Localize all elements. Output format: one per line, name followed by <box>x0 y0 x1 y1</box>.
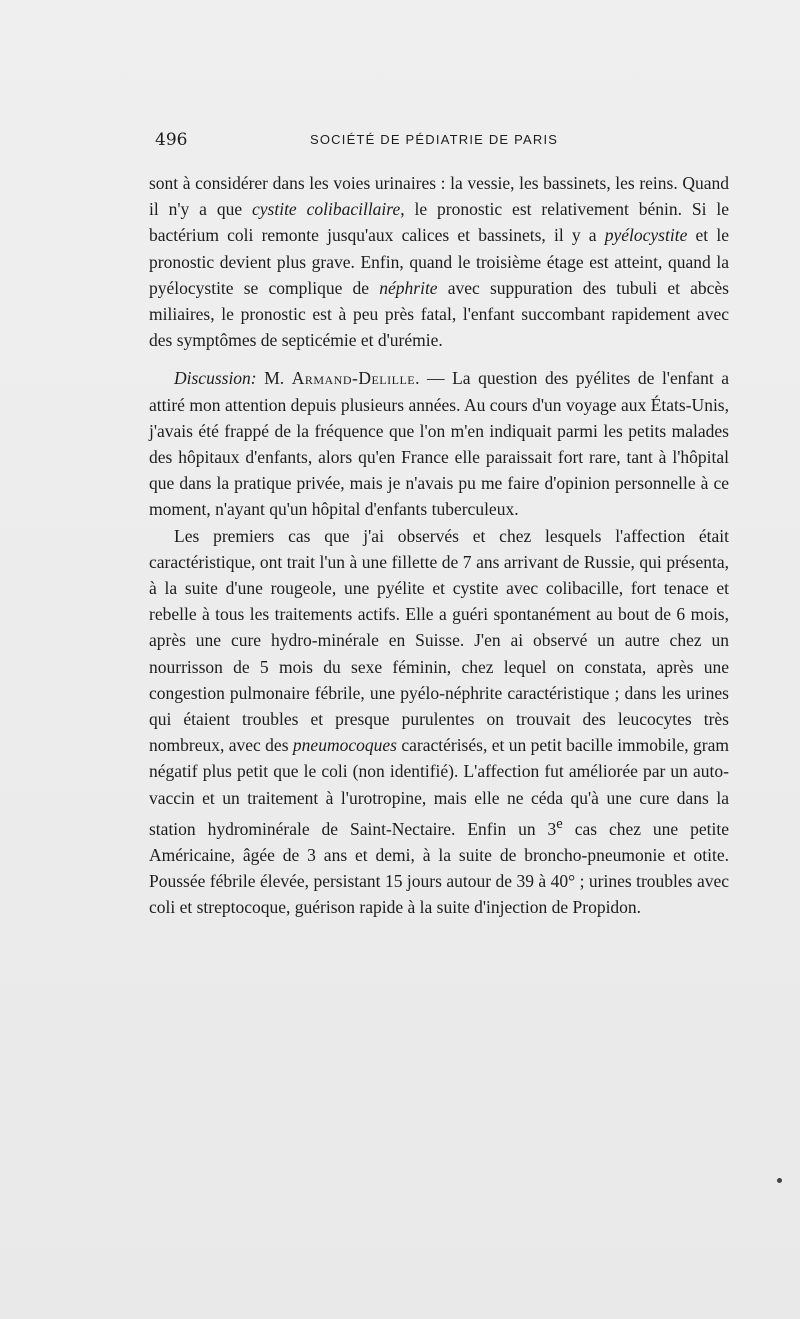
text-run: avec suppuration des tubuli et abcès miliaires, le pronostic est à peu près fatal, l'enfant succombant rapidement avec des symptômes de septicémie et d'urémie. <box>149 277 729 351</box>
italic-term: néphrite <box>379 277 438 298</box>
italic-term: pyélocystite <box>604 225 688 246</box>
page-number: 496 <box>155 130 188 150</box>
text-run: , le pronostic est relativement bénin. Si le bactérium coli remonte jusqu'aux calices et bassinets, il y a <box>149 199 729 246</box>
ink-speck <box>777 1178 782 1183</box>
running-title: SOCIÉTÉ DE PÉDIATRIE DE PARIS <box>310 132 559 147</box>
superscript: e <box>556 815 563 832</box>
text-run: M. <box>256 368 292 389</box>
text-run: et le pronostic devient plus grave. Enfin, quand le troisième étage est atteint, quand la pyélocystite se complique de <box>149 225 729 298</box>
text-run: Les premiers cas que j'ai observés et chez lesquels l'affection était caractéristique, ont trait l'un à une fillette de 7 ans arrivant de Russie, qui présenta, à la suite d'une rougeole, une pyélite et cystite avec colibacille, fort tenace et rebelle à tous les traitements actifs. Elle a guéri spontanément au bout de 6 mois, après une cure hydro-minérale en Suisse. J'en ai observé un autre chez un nourrisson de 5 mois du sexe féminin, chez lequel on constata, après une congestion pulmonaire fébrile, une pyélo-néphrite caractéristique ; dans les urines qui étaient troubles et presque purulentes on trouvait des leucocytes très nombreux, avec des <box>149 525 729 756</box>
speaker-name: Armand-Delille <box>291 368 416 389</box>
body-text <box>149 170 729 921</box>
text-run: cas chez une petite Américaine, âgée de 3 ans et demi, à la suite de broncho-pneumonie et otite. Poussée fébrile élevée, persistant 15 jours autour de 39 à 40° ; urines troubles avec coli et streptocoque, guérison rapide à la suite d'injection de Propidon. <box>149 818 729 918</box>
paragraph-prognosis <box>149 170 729 353</box>
paragraph-cases <box>149 523 729 921</box>
text-run: caractérisés, et un petit bacille immobile, gram négatif plus petit que le coli (non identifié). L'affection fut améliorée par un auto-vaccin et un traitement à l'urotropine, mais elle ne céda qu'à une cure dans la station hydrominérale de Saint-Nectaire. Enfin un 3 <box>149 735 729 839</box>
running-head <box>0 130 800 154</box>
text-run: . — La question des pyélites de l'enfant a attiré mon attention depuis plusieurs années. Au cours d'un voyage aux États-Unis, j'avais été frappé de la fréquence que l'on m'en indiquait parmi les petits malades des hôpitaux d'enfants, alors qu'en France elle paraissait fort rare, tant à l'hôpital que dans la pratique privée, mais je n'avais pu me faire d'opinion personnelle à ce moment, n'ayant qu'un hôpital d'enfants tuberculeux. <box>149 368 730 520</box>
text-run: sont à considérer dans les voies urinaires : la vessie, les bassinets, les reins. Quand il n'y a que <box>149 173 729 220</box>
discussion-label: Discussion: <box>174 368 257 389</box>
paragraph-discussion <box>149 365 729 522</box>
italic-term: pneumocoques <box>292 735 397 756</box>
italic-term: cystite colibacillaire <box>252 199 401 220</box>
